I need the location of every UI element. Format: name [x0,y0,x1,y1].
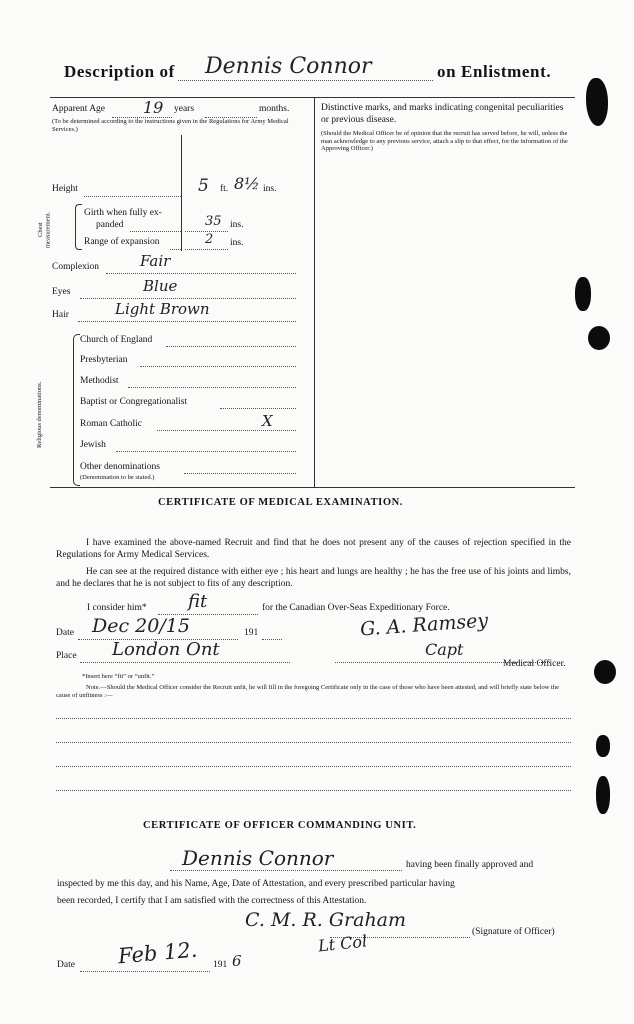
religion-roman-catholic: Roman Catholic [80,419,143,429]
eyes-value: Blue [143,277,178,295]
age-value: 19 [143,98,164,117]
medical-officer-signature: G. A. Ramsey [359,609,489,641]
girth-label-2: panded [96,220,124,230]
years-label: years [174,104,195,114]
column-divider [314,97,315,487]
apparent-age-label: Apparent Age [52,104,106,114]
title-name-line [178,80,433,81]
marks-heading: Distinctive marks, and marks indicating congenital peculiarities or previous disease. [321,103,564,125]
religion-church-of-england: Church of England [80,335,153,345]
unfitness-line-3 [56,766,571,767]
expansion-label: Range of expansion [84,237,160,247]
religion-line-1 [166,346,296,347]
unfitness-line-2 [56,742,571,743]
complexion-line [106,273,296,274]
date-year-line [262,639,282,640]
hair-line [78,321,296,322]
religion-line-6 [116,451,296,452]
ink-blot-mid [575,277,591,311]
religion-note: (Denomination to be stated.) [80,474,155,481]
consider-value: fit [188,591,208,612]
hair-label: Hair [52,310,69,320]
consider-suffix: for the Canadian Over-Seas Expeditionary Force. [262,603,450,613]
medical-heading: CERTIFICATE OF MEDICAL EXAMINATION. [158,497,404,508]
height-ins-label: ins. [263,184,277,194]
medical-officer-rank: Capt [425,640,464,659]
place-value: London Ont [112,639,220,660]
commanding-heading: CERTIFICATE OF OFFICER COMMANDING UNIT. [143,820,417,831]
height-feet: 5 [198,176,209,196]
title-suffix: on Enlistment. [437,62,552,81]
top-rule [50,97,575,98]
commanding-date-value: Feb 12. [117,937,199,969]
title-prefix: Description of [64,62,175,81]
unfitness-line-1 [56,718,571,719]
unfitness-line-4 [56,790,571,791]
eyes-label: Eyes [52,287,71,297]
date-year-prefix: 191 [244,628,259,638]
religion-presbyterian: Presbyterian [80,355,128,365]
place-label: Place [56,651,77,661]
commanding-signature-rank: Lt Col [317,931,368,956]
commanding-year-prefix: 191 [213,960,228,970]
commanding-name-line [170,870,402,871]
girth-value: 35 [205,214,222,229]
expansion-ins-label: ins. [230,238,244,248]
religion-line-4 [220,408,296,409]
religion-mark: X [262,412,273,430]
measure-divider [181,135,182,251]
commanding-text-2: inspected by me this day, and his Name, Age, Date of Attestation, and every prescribed particular having [57,879,455,889]
eyes-line [80,298,296,299]
girth-label-1: Girth when fully ex- [84,208,162,218]
medical-para-1: I have examined the above-named Recruit and find that he does not present any of the causes of rejection specified in the Regulations for Army Medical Services. [56,538,571,560]
commanding-year-suffix: 6 [232,952,242,970]
religion-label: Religious denominations. [36,381,43,449]
punch-hole-2 [594,660,616,684]
religion-brace [73,334,80,486]
ink-blot-bottom [596,776,610,814]
height-label: Height [52,184,78,194]
months-label: months. [259,104,290,114]
date-label: Date [56,628,74,638]
religion-line-3 [128,387,296,388]
girth-ins-label: ins. [230,220,244,230]
place-line [80,662,290,663]
expansion-line [185,249,228,250]
medical-para-2: He can see at the required distance with either eye ; his heart and lungs are healthy ; he has the free use of his joints and limbs, and he declares that he is not subject to fits of any description. [56,567,571,589]
commanding-date-label: Date [57,960,75,970]
unfitness-note: Note.—Should the Medical Officer consider the Recruit unfit, he will fill in the foregoing Certificate only in the case of those who have been attested, and will briefly state below the cause of unfitness :— [56,684,559,699]
insert-note: *Insert here “fit” or “unfit.” [82,673,155,680]
religion-jewish: Jewish [80,440,106,450]
religion-other: Other denominations [80,462,160,472]
commanding-date-line [80,971,210,972]
commanding-text-1: having been finally approved and [406,860,534,870]
height-inches: 8½ [234,174,260,193]
ink-blot-lower [596,735,610,757]
girth-dots [130,231,181,232]
commanding-signature: C. M. R. Graham [245,909,407,931]
religion-line-5 [157,430,296,431]
religion-methodist: Methodist [80,376,119,386]
commanding-name-value: Dennis Connor [182,846,334,870]
height-dots [84,196,181,197]
date-value: Dec 20/15 [92,615,190,637]
punch-hole-1 [588,326,610,350]
complexion-value: Fair [140,252,171,270]
age-note: (To be determined according to the instructions given in the Regulations for Army Medical Services.) [52,118,289,133]
ink-blot-top [586,78,608,126]
religion-line-2 [140,366,296,367]
religion-baptist: Baptist or Congregationalist [80,397,188,407]
section-rule [50,487,575,488]
expansion-dots [170,249,181,250]
chest-label: Chest measurement. [37,211,52,249]
chest-brace [75,204,82,250]
commanding-text-3: been recorded, I certify that I am satisfied with the correctness of this Attestation. [57,896,367,906]
commanding-signature-label: (Signature of Officer) [472,927,555,937]
height-ft-label: ft. [220,184,229,194]
hair-value: Light Brown [115,300,210,318]
marks-note: (Should the Medical Officer be of opinion that the recruit has served before, he will, unless the man acknowledge to any previous service, attach a slip to that effect, for the information of the Approving Officer.) [321,130,568,152]
religion-line-7 [184,473,296,474]
consider-prefix: I consider him* [87,603,147,613]
expansion-value: 2 [205,232,214,247]
recruit-name: Dennis Connor [205,54,372,79]
medical-officer-label: Medical Officer. [503,659,566,669]
complexion-label: Complexion [52,262,99,272]
